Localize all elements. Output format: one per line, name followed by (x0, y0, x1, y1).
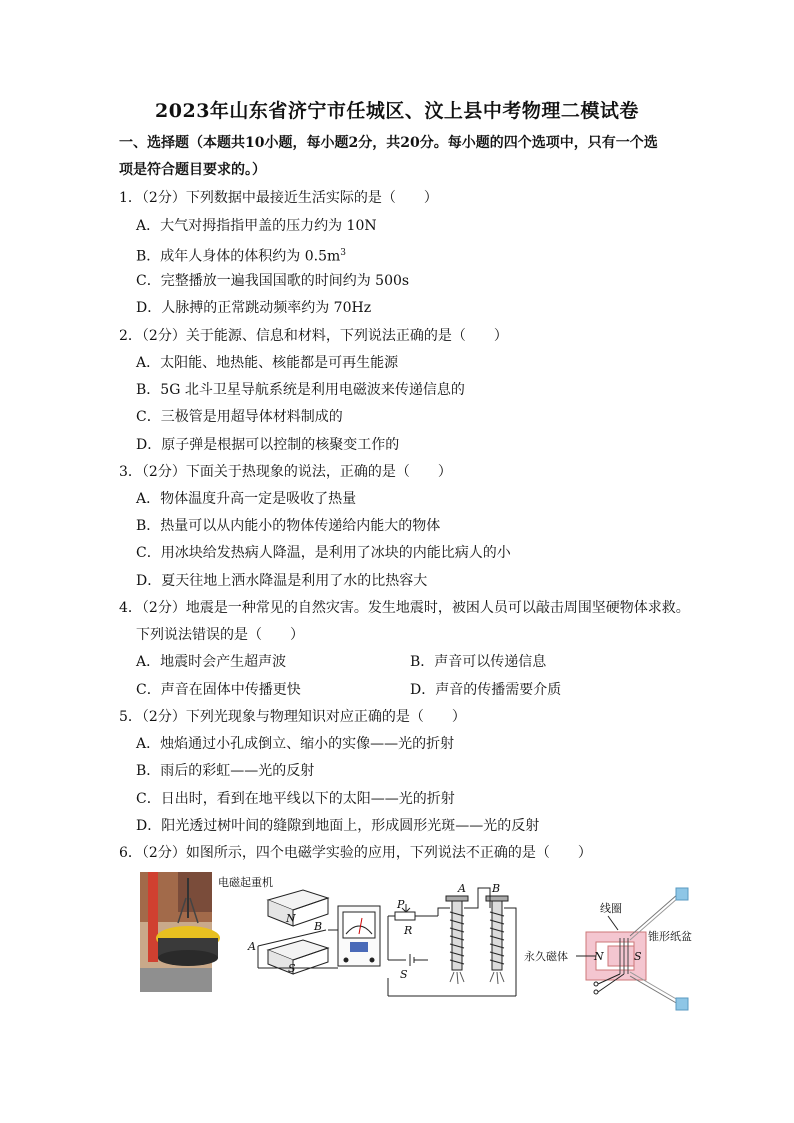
question-5-option-a: A．烛焰通过小孔成倒立、缩小的实像——光的折射 (136, 736, 455, 752)
section-heading-line1: 一、选择题（本题共10小题，每小题2分，共20分。每小题的四个选项中，只有一个选 (119, 135, 658, 151)
question-2-option-a: A．太阳能、地热能、核能都是可再生能源 (136, 355, 399, 371)
question-5-option-d: D．阳光透过树叶间的缝隙到地面上，形成圆形光斑——光的反射 (136, 818, 540, 834)
question-3-option-d: D．夏天往地上洒水降温是利用了水的比热容大 (136, 573, 428, 589)
question-2-stem: 2．（2分）关于能源、信息和材料，下列说法正确的是（ ） (119, 328, 508, 344)
section-heading-line2: 项是符合题目要求的。） (119, 162, 266, 178)
question-5-stem: 5．（2分）下列光现象与物理知识对应正确的是（ ） (119, 709, 466, 725)
page-title: 2023年山东省济宁市任城区、汶上县中考物理二模试卷 (155, 100, 639, 122)
fig-letter-switch-s: S (400, 968, 408, 981)
question-2-option-c: C．三极管是用超导体材料制成的 (136, 409, 343, 425)
fig-letter-magnet-s: S (634, 950, 642, 963)
fig-letter-s: S (288, 962, 296, 975)
crane-photo (140, 872, 220, 992)
question-4-option-a: A．地震时会产生超声波 (136, 654, 287, 670)
crane-label: 电磁起重机 (218, 876, 273, 889)
question-3-option-c: C．用冰块给发热病人降温，是利用了冰块的内能比病人的小 (136, 545, 511, 561)
question-1-option-c: C．完整播放一遍我国国歌的时间约为 500s (136, 273, 410, 289)
loudspeaker-diagram (576, 888, 688, 1010)
fig-letter-b: B (314, 920, 323, 933)
question-1-option-a: A．大气对拇指指甲盖的压力约为 10N (136, 218, 377, 234)
coil-label: 线圈 (600, 902, 622, 915)
question-4-stem: 4．（2分）地震是一种常见的自然灾害。发生地震时，被困人员可以敲击周围坚硬物体求救。 (119, 600, 690, 616)
fig-letter-p: P (397, 898, 405, 911)
fig-letter-a: A (248, 940, 256, 953)
cone-label: 锥形纸盆 (648, 930, 692, 943)
section-heading (119, 130, 689, 184)
question-3-stem: 3．（2分）下面关于热现象的说法，正确的是（ ） (119, 464, 452, 480)
question-2-option-b: B．5G 北斗卫星导航系统是利用电磁波来传递信息的 (136, 382, 465, 398)
question-6-figure (138, 868, 698, 1018)
question-1-option-b (136, 243, 346, 267)
question-4-option-b: B．声音可以传递信息 (410, 654, 547, 670)
question-5-option-b: B．雨后的彩虹——光的反射 (136, 763, 315, 779)
fig-letter-magnet-n: N (594, 950, 604, 963)
fig-letter-n: N (286, 912, 296, 925)
fig-letter-electromagnet-a: A (458, 882, 466, 895)
question-4-stem-line2: 下列说法错误的是（ ） (136, 627, 304, 643)
question-4-option-c: C．声音在固体中传播更快 (136, 682, 301, 698)
question-1-option-d: D．人脉搏的正常跳动频率约为 70Hz (136, 300, 372, 316)
question-1-stem: 1．（2分）下列数据中最接近生活实际的是（ ） (119, 190, 438, 206)
question-3-option-a: A．物体温度升高一定是吸收了热量 (136, 491, 357, 507)
question-5-option-c: C．日出时，看到在地平线以下的太阳——光的折射 (136, 791, 455, 807)
fig-letter-electromagnet-b: B (492, 882, 501, 895)
permanent-magnet-label: 永久磁体 (524, 950, 568, 963)
question-2-option-d: D．原子弹是根据可以控制的核聚变工作的 (136, 437, 400, 453)
question-4-option-d: D．声音的传播需要介质 (410, 682, 562, 698)
fig-letter-r: R (404, 924, 413, 937)
question-1-option-b-text: B．成年人身体的体积约为 0.5m (136, 248, 341, 265)
question-1-option-b-exponent: 3 (340, 248, 347, 258)
question-6-stem: 6．（2分）如图所示，四个电磁学实验的应用，下列说法不正确的是（ ） (119, 845, 592, 861)
question-3-option-b: B．热量可以从内能小的物体传递给内能大的物体 (136, 518, 441, 534)
